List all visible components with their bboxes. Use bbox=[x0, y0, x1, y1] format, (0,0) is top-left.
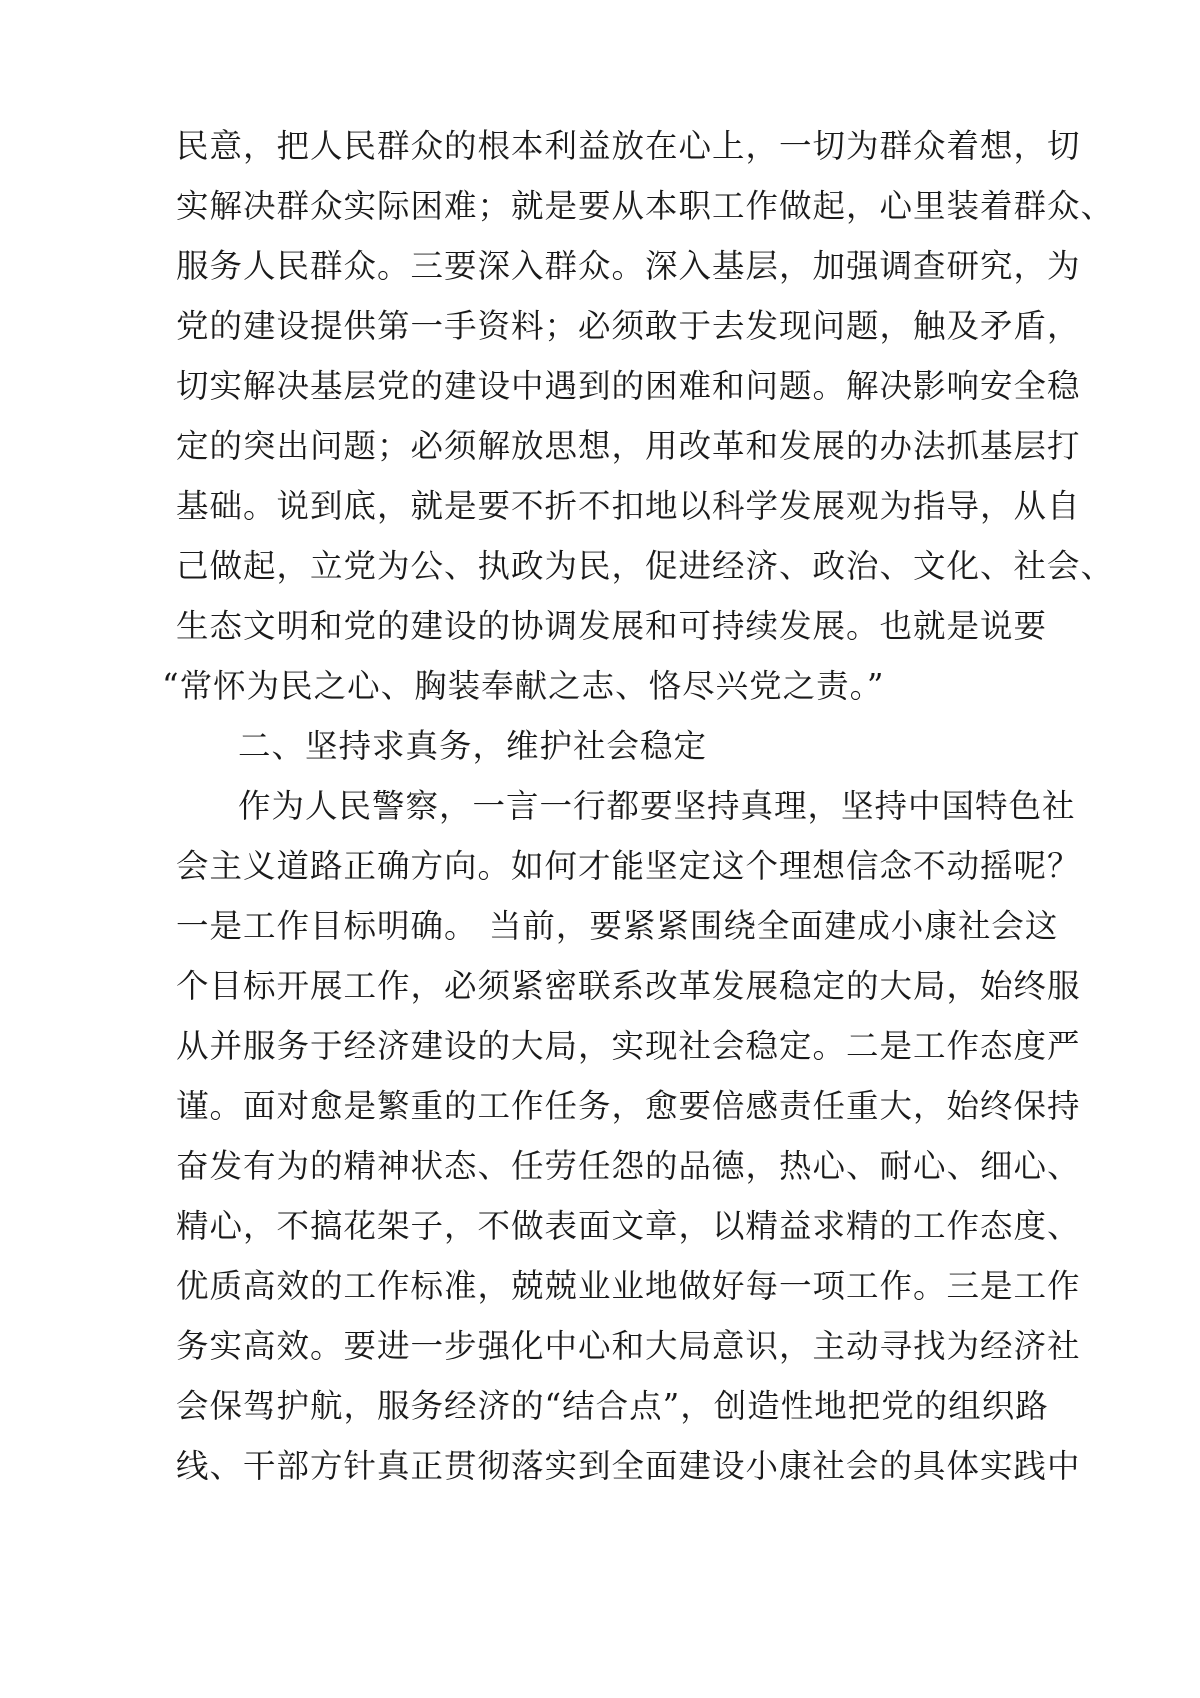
text-line: 个目标开展工作，必须紧密联系改革发展稳定的大局，始终服 bbox=[176, 967, 1081, 1005]
text-line: 优质高效的工作标准，兢兢业业地做好每一项工作。三是工作 bbox=[176, 1267, 1081, 1305]
document-body bbox=[162, 116, 1115, 1496]
text-line: 基础。说到底，就是要不折不扣地以科学发展观为指导，从自 bbox=[176, 487, 1081, 525]
text-line: 己做起，立党为公、执政为民，促进经济、政治、文化、社会、 bbox=[176, 547, 1115, 585]
text-line: 服务人民群众。三要深入群众。深入基层，加强调查研究，为 bbox=[176, 247, 1081, 285]
text-line: 切实解决基层党的建设中遇到的困难和问题。解决影响安全稳 bbox=[176, 367, 1081, 405]
text-line: 谨。面对愈是繁重的工作任务，愈要倍感责任重大，始终保持 bbox=[176, 1087, 1081, 1125]
text-line: 务实高效。要进一步强化中心和大局意识，主动寻找为经济社 bbox=[176, 1327, 1081, 1365]
text-line: 会保驾护航，服务经济的“结合点”，创造性地把党的组织路 bbox=[176, 1387, 1049, 1425]
text-line: “常怀为民之心、胸装奉献之志、恪尽兴党之责。” bbox=[162, 667, 885, 705]
text-line: 会主义道路正确方向。如何才能坚定这个理想信念不动摇呢？ bbox=[176, 847, 1081, 885]
text-line: 实解决群众实际困难；就是要从本职工作做起，心里装着群众、 bbox=[176, 187, 1115, 225]
text-line: 奋发有为的精神状态、任劳任怨的品德，热心、耐心、细心、 bbox=[176, 1147, 1081, 1185]
paragraph-1 bbox=[162, 116, 1115, 716]
paragraph-2 bbox=[176, 776, 1081, 1496]
text-line: 民意，把人民群众的根本利益放在心上，一切为群众着想，切 bbox=[176, 127, 1081, 165]
text-line: 从并服务于经济建设的大局，实现社会稳定。二是工作态度严 bbox=[176, 1027, 1081, 1065]
text-line: 精心，不搞花架子，不做表面文章，以精益求精的工作态度、 bbox=[176, 1207, 1081, 1245]
text-line: 线、干部方针真正贯彻落实到全面建设小康社会的具体实践中 bbox=[176, 1447, 1081, 1485]
text-line: 生态文明和党的建设的协调发展和可持续发展。也就是说要 bbox=[176, 607, 1048, 645]
text-line: 党的建设提供第一手资料；必须敢于去发现问题，触及矛盾， bbox=[176, 307, 1081, 345]
text-line: 定的突出问题；必须解放思想，用改革和发展的办法抓基层打 bbox=[176, 427, 1081, 465]
section-heading: 二、坚持求真务，维护社会稳定 bbox=[238, 727, 708, 765]
text-line: 一是工作目标明确。 当前，要紧紧围绕全面建成小康社会这 bbox=[176, 907, 1059, 945]
text-line: 作为人民警察，一言一行都要坚持真理，坚持中国特色社 bbox=[238, 787, 1076, 825]
